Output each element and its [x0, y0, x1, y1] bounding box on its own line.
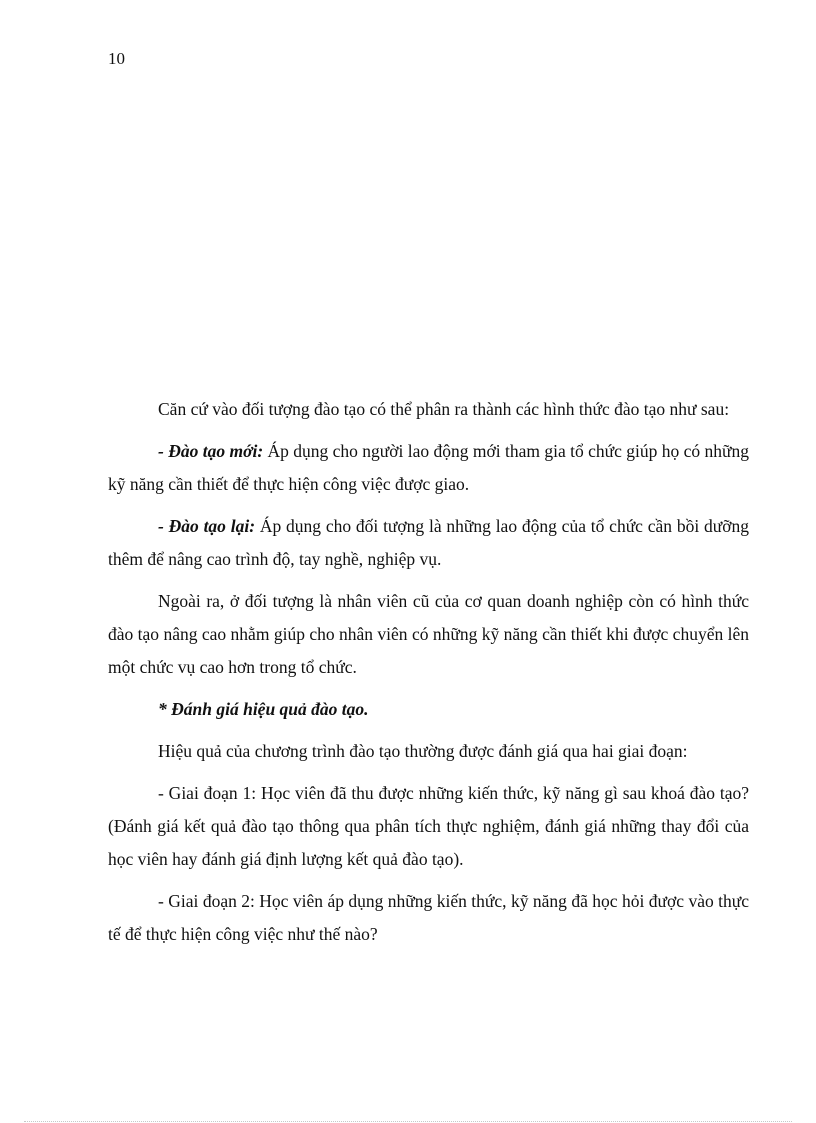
new-training-label: - Đào tạo mới: [158, 441, 264, 461]
page-bottom-border [24, 1121, 792, 1122]
page-number: 10 [108, 49, 125, 68]
evaluation-intro-paragraph: Hiệu quả của chương trình đào tạo thường được đánh giá qua hai giai đoạn: [158, 741, 688, 761]
evaluation-heading: * Đánh giá hiệu quả đào tạo. [158, 699, 369, 719]
retraining-label: - Đào tạo lại: [158, 516, 256, 536]
new-training-paragraph [108, 435, 749, 501]
new-training-text: Áp dụng cho người lao động mới tham gia tổ chức giúp họ có những kỹ năng cần thiết để thực hiện công việc được giao. [108, 441, 750, 494]
stage-2-paragraph: - Giai đoạn 2: Học viên áp dụng những kiến thức, kỹ năng đã học hỏi được vào thực tế để thực hiện công việc như thế nào? [108, 891, 749, 944]
stage-1-paragraph: - Giai đoạn 1: Học viên đã thu được những kiến thức, kỹ năng gì sau khoá đào tạo? (Đánh giá kết quả đào tạo thông qua phân tích thực nghiệm, đánh giá những thay đổi của học viên hay đánh giá định lượng kết quả đào tạo). [108, 783, 749, 869]
retraining-paragraph [108, 510, 749, 576]
other-training-paragraph: Ngoài ra, ở đối tượng là nhân viên cũ của cơ quan doanh nghiệp còn có hình thức đào tạo nâng cao nhằm giúp cho nhân viên có những kỹ năng cần thiết khi được chuyển lên một chức vụ cao hơn trong tổ chức. [108, 591, 749, 677]
retraining-text: Áp dụng cho đối tượng là những lao động của tổ chức cần bồi dưỡng thêm để nâng cao trình độ, tay nghề, nghiệp vụ. [108, 516, 749, 569]
intro-paragraph: Căn cứ vào đối tượng đào tạo có thể phân ra thành các hình thức đào tạo như sau: [158, 399, 730, 419]
document-body [108, 393, 749, 960]
